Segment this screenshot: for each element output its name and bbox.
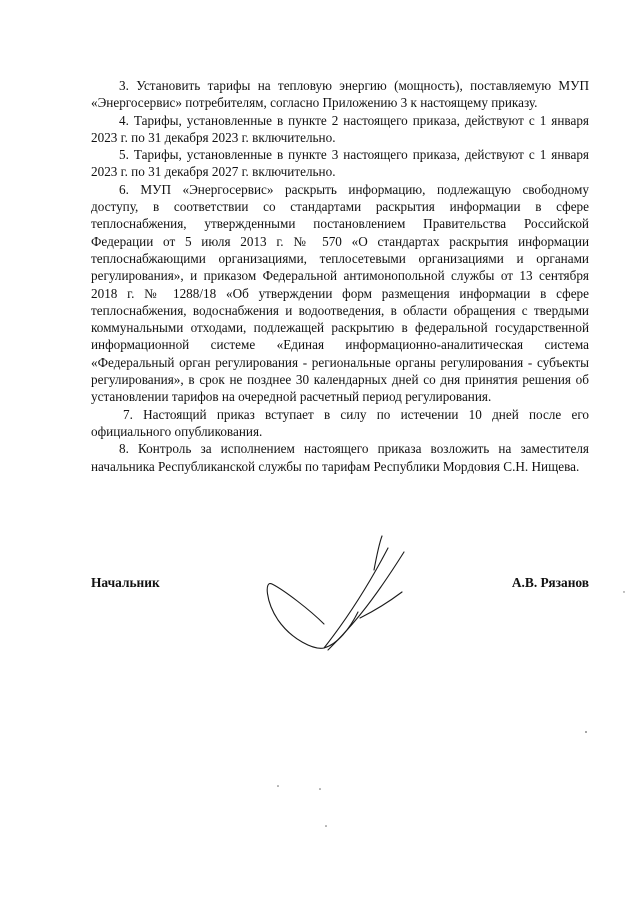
signatory-title: Начальник [91, 575, 160, 590]
paragraph-8: 8. Контроль за исполнением настоящего приказа возложить на заместителя начальника Республиканской службы по тарифам Республики Мордовия С.Н. Нищева. [91, 441, 589, 474]
paragraph-6: 6. МУП «Энергосервис» раскрыть информацию, подлежащую свободному доступу, в соответствии со стандартами раскрытия информации в сфере теплоснабжения, утвержденными постановлением Правительства Российской Федерации от 5 июля 2013 г. № 570 «О стандартах раскрытия информации теплоснабжающими организациями, теплосетевыми организациями и органами регулирования», и приказом Федеральной антимонопольной службы от 13 сентября 2018 г. № 1288/18 «Об утверждении форм размещения информации в сфере теплоснабжения, водоснабжения и водоотведения, в области обращения с твердыми коммунальными отходами, подлежащей раскрытию в федеральной государственной информационной системе «Единая информационно-аналитическая система «Федеральный орган регулирования - региональные органы регулирования - субъекты регулирования», в срок не позднее 30 календарных дней со дня принятия решения об установлении тарифов на очередной расчетный период регулирования. [91, 181, 589, 405]
paragraph-5: 5. Тарифы, установленные в пункте 3 настоящего приказа, действуют с 1 января 2023 г. по 31 декабря 2027 г. включительно. [91, 147, 589, 180]
paragraph-7: 7. Настоящий приказ вступает в силу по истечении 10 дней после его официального опубликования. [91, 406, 589, 439]
document-body [91, 77, 589, 475]
handwritten-signature [262, 532, 432, 672]
paragraph-4: 4. Тарифы, установленные в пункте 2 настоящего приказа, действуют с 1 января 2023 г. по 31 декабря 2023 г. включительно. [91, 112, 589, 145]
paragraph-3: 3. Установить тарифы на тепловую энергию (мощность), поставляемую МУП «Энергосервис» потребителям, согласно Приложению 3 к настоящему приказу. [91, 78, 589, 111]
signatory-name: А.В. Рязанов [511, 575, 589, 590]
